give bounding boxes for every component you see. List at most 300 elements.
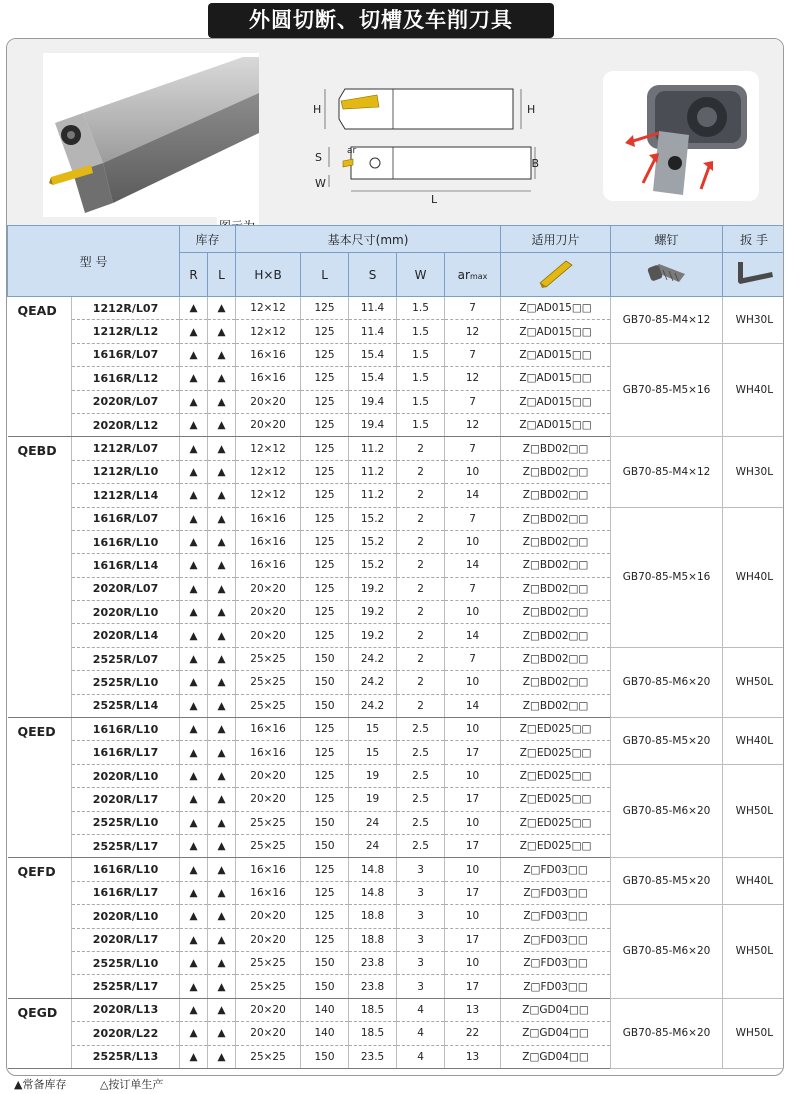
stock-r-cell: ▲: [180, 788, 208, 811]
insert-cell: Z□BD02□□: [501, 437, 611, 460]
header-row-1: [8, 226, 785, 253]
hxb-cell: 20×20: [236, 764, 301, 787]
ar-cell: 7: [445, 647, 501, 670]
model-cell: 2020R/L14: [72, 624, 180, 647]
hxb-cell: 16×16: [236, 367, 301, 390]
model-cell: 1616R/L17: [72, 881, 180, 904]
w-cell: 2: [397, 507, 445, 530]
hxb-cell: 20×20: [236, 624, 301, 647]
hxb-cell: 16×16: [236, 507, 301, 530]
series-name: QEFD: [8, 858, 72, 998]
insert-cell: Z□AD015□□: [501, 297, 611, 320]
hxb-cell: 25×25: [236, 951, 301, 974]
insert-cell: Z□ED025□□: [501, 788, 611, 811]
ar-cell: 10: [445, 601, 501, 624]
hxb-cell: 16×16: [236, 343, 301, 366]
model-cell: 2525R/L14: [72, 694, 180, 717]
stock-r-cell: ▲: [180, 811, 208, 834]
length-cell: 150: [301, 647, 349, 670]
hxb-cell: 16×16: [236, 741, 301, 764]
length-cell: 125: [301, 764, 349, 787]
ar-cell: 12: [445, 320, 501, 343]
stock-l-cell: ▲: [208, 577, 236, 600]
w-cell: 2.5: [397, 834, 445, 857]
s-cell: 23.8: [349, 975, 397, 998]
ar-cell: 17: [445, 741, 501, 764]
s-cell: 19: [349, 788, 397, 811]
s-cell: 19.2: [349, 624, 397, 647]
hxb-cell: 25×25: [236, 834, 301, 857]
s-cell: 19.2: [349, 577, 397, 600]
insert-cell: Z□GD04□□: [501, 1022, 611, 1045]
stock-l-cell: ▲: [208, 975, 236, 998]
insert-cell: Z□BD02□□: [501, 577, 611, 600]
stock-l-cell: ▲: [208, 601, 236, 624]
stock-l-cell: ▲: [208, 718, 236, 741]
header-model: 型 号: [8, 226, 180, 297]
insert-cell: Z□AD015□□: [501, 390, 611, 413]
hxb-cell: 12×12: [236, 484, 301, 507]
legend: [14, 1076, 193, 1092]
screw-cell: GB70-85-M4×12: [611, 437, 723, 507]
table-row: [8, 764, 785, 787]
table-row: [8, 858, 785, 881]
insert-cell: Z□FD03□□: [501, 951, 611, 974]
model-cell: 2525R/L07: [72, 647, 180, 670]
insert-cell: Z□FD03□□: [501, 905, 611, 928]
wrench-cell: WH50L: [723, 905, 784, 999]
wrench-cell: WH30L: [723, 437, 784, 507]
table-row: [8, 297, 785, 320]
model-cell: 2525R/L10: [72, 671, 180, 694]
wrench-cell: WH50L: [723, 998, 784, 1068]
label-l: L: [431, 193, 438, 206]
header-wrench: 扳 手: [723, 226, 784, 253]
label-b: B: [531, 157, 539, 170]
label-w: W: [315, 177, 326, 190]
length-cell: 125: [301, 460, 349, 483]
w-cell: 2.5: [397, 811, 445, 834]
insert-cell: Z□FD03□□: [501, 858, 611, 881]
stock-l-cell: ▲: [208, 694, 236, 717]
stock-l-cell: ▲: [208, 343, 236, 366]
stock-r-cell: ▲: [180, 577, 208, 600]
s-cell: 19.2: [349, 601, 397, 624]
length-cell: 150: [301, 694, 349, 717]
s-cell: 15.4: [349, 367, 397, 390]
s-cell: 18.5: [349, 998, 397, 1021]
stock-l-cell: ▲: [208, 413, 236, 436]
model-cell: 2525R/L10: [72, 951, 180, 974]
w-cell: 2: [397, 484, 445, 507]
length-cell: 150: [301, 951, 349, 974]
length-cell: 150: [301, 834, 349, 857]
ar-cell: 7: [445, 577, 501, 600]
length-cell: 150: [301, 975, 349, 998]
wrench-cell: WH50L: [723, 764, 784, 858]
wrench-cell: WH50L: [723, 647, 784, 717]
stock-l-cell: ▲: [208, 951, 236, 974]
stock-r-cell: ▲: [180, 1022, 208, 1045]
model-cell: 2525R/L13: [72, 1045, 180, 1068]
table-row: [8, 647, 785, 670]
model-cell: 2020R/L07: [72, 577, 180, 600]
stock-l-cell: ▲: [208, 507, 236, 530]
s-cell: 11.4: [349, 320, 397, 343]
header-insert-icon: [501, 253, 611, 297]
insert-cell: Z□BD02□□: [501, 554, 611, 577]
ar-cell: 13: [445, 1045, 501, 1068]
model-cell: 2525R/L10: [72, 811, 180, 834]
stock-r-cell: ▲: [180, 975, 208, 998]
ar-cell: 13: [445, 998, 501, 1021]
table-row: [8, 507, 785, 530]
w-cell: 2.5: [397, 718, 445, 741]
length-cell: 125: [301, 624, 349, 647]
stock-r-cell: ▲: [180, 1045, 208, 1068]
w-cell: 2: [397, 554, 445, 577]
s-cell: 15.4: [349, 343, 397, 366]
hxb-cell: 16×16: [236, 530, 301, 553]
stock-l-cell: ▲: [208, 460, 236, 483]
insert-cell: Z□GD04□□: [501, 998, 611, 1021]
hxb-cell: 12×12: [236, 320, 301, 343]
w-cell: 4: [397, 1022, 445, 1045]
stock-r-cell: ▲: [180, 437, 208, 460]
insert-cell: Z□AD015□□: [501, 320, 611, 343]
table-row: [8, 905, 785, 928]
w-cell: 2: [397, 530, 445, 553]
length-cell: 125: [301, 297, 349, 320]
header-ar: [445, 253, 501, 297]
model-cell: 1616R/L10: [72, 718, 180, 741]
dimension-diagram: [303, 79, 539, 207]
s-cell: 11.2: [349, 484, 397, 507]
w-cell: 2: [397, 647, 445, 670]
table-row: [8, 343, 785, 366]
insert-cell: Z□FD03□□: [501, 928, 611, 951]
s-cell: 23.8: [349, 951, 397, 974]
w-cell: 2: [397, 624, 445, 647]
header-screw: 螺钉: [611, 226, 723, 253]
hxb-cell: 20×20: [236, 390, 301, 413]
table-row: [8, 437, 785, 460]
length-cell: 150: [301, 1045, 349, 1068]
stock-l-cell: ▲: [208, 320, 236, 343]
length-cell: 125: [301, 601, 349, 624]
model-cell: 2020R/L10: [72, 601, 180, 624]
stock-r-cell: ▲: [180, 460, 208, 483]
length-cell: 125: [301, 905, 349, 928]
length-cell: 125: [301, 390, 349, 413]
header-dims: 基本尺寸(mm): [236, 226, 501, 253]
spec-table-body: [8, 297, 785, 1069]
w-cell: 2.5: [397, 741, 445, 764]
screw-cell: GB70-85-M6×20: [611, 764, 723, 858]
stock-r-cell: ▲: [180, 998, 208, 1021]
wrench-cell: WH40L: [723, 507, 784, 647]
hxb-cell: 20×20: [236, 601, 301, 624]
ar-cell: 14: [445, 694, 501, 717]
stock-r-cell: ▲: [180, 601, 208, 624]
ar-cell: 17: [445, 928, 501, 951]
header-insert: 适用刀片: [501, 226, 611, 253]
stock-l-cell: ▲: [208, 297, 236, 320]
header-s: S: [349, 253, 397, 297]
insert-cell: Z□ED025□□: [501, 741, 611, 764]
s-cell: 15: [349, 718, 397, 741]
ar-cell: 10: [445, 811, 501, 834]
ar-cell: 7: [445, 437, 501, 460]
stock-r-cell: ▲: [180, 647, 208, 670]
ar-cell: 12: [445, 367, 501, 390]
insert-cell: Z□FD03□□: [501, 975, 611, 998]
stock-l-cell: ▲: [208, 881, 236, 904]
length-cell: 125: [301, 507, 349, 530]
w-cell: 2: [397, 577, 445, 600]
hxb-cell: 25×25: [236, 1045, 301, 1068]
stock-r-cell: ▲: [180, 343, 208, 366]
stock-r-cell: ▲: [180, 694, 208, 717]
header-ar-main: ar: [457, 267, 470, 282]
header-stock: 库存: [180, 226, 236, 253]
series-name: QEGD: [8, 998, 72, 1068]
insert-icon: [536, 257, 576, 289]
insert-cell: Z□FD03□□: [501, 881, 611, 904]
screw-cell: GB70-85-M5×16: [611, 343, 723, 437]
ar-cell: 10: [445, 764, 501, 787]
tool-holder-photo: [43, 53, 259, 217]
ar-cell: 7: [445, 390, 501, 413]
s-cell: 11.2: [349, 437, 397, 460]
w-cell: 3: [397, 881, 445, 904]
table-row: [8, 998, 785, 1021]
model-cell: 2020R/L13: [72, 998, 180, 1021]
w-cell: 1.5: [397, 413, 445, 436]
model-cell: 2020R/L22: [72, 1022, 180, 1045]
insert-cell: Z□ED025□□: [501, 764, 611, 787]
series-name: QEBD: [8, 437, 72, 718]
length-cell: 125: [301, 320, 349, 343]
model-cell: 1212R/L12: [72, 320, 180, 343]
stock-r-cell: ▲: [180, 554, 208, 577]
stock-l-cell: ▲: [208, 905, 236, 928]
length-cell: 125: [301, 858, 349, 881]
label-ar: ar: [347, 146, 357, 156]
stock-r-cell: ▲: [180, 367, 208, 390]
header-screw-icon: [611, 253, 723, 297]
header-hxb: H×B: [236, 253, 301, 297]
model-cell: 1616R/L17: [72, 741, 180, 764]
stock-l-cell: ▲: [208, 741, 236, 764]
insert-cell: Z□BD02□□: [501, 671, 611, 694]
screw-cell: GB70-85-M5×20: [611, 858, 723, 905]
s-cell: 11.4: [349, 297, 397, 320]
stock-r-cell: ▲: [180, 951, 208, 974]
insert-cell: Z□BD02□□: [501, 484, 611, 507]
s-cell: 23.5: [349, 1045, 397, 1068]
s-cell: 15.2: [349, 554, 397, 577]
stock-r-cell: ▲: [180, 764, 208, 787]
ar-cell: 17: [445, 834, 501, 857]
stock-l-cell: ▲: [208, 1022, 236, 1045]
hxb-cell: 20×20: [236, 905, 301, 928]
insert-cell: Z□BD02□□: [501, 647, 611, 670]
stock-l-cell: ▲: [208, 437, 236, 460]
insert-cell: Z□ED025□□: [501, 718, 611, 741]
length-cell: 125: [301, 367, 349, 390]
clamping-drawing: [603, 71, 759, 201]
insert-cell: Z□AD015□□: [501, 413, 611, 436]
ar-cell: 14: [445, 624, 501, 647]
model-cell: 1616R/L07: [72, 507, 180, 530]
length-cell: 125: [301, 788, 349, 811]
model-cell: 1616R/L10: [72, 530, 180, 553]
length-cell: 125: [301, 484, 349, 507]
s-cell: 15.2: [349, 507, 397, 530]
insert-cell: Z□AD015□□: [501, 367, 611, 390]
hxb-cell: 20×20: [236, 577, 301, 600]
hxb-cell: 16×16: [236, 554, 301, 577]
label-s: S: [315, 151, 322, 164]
w-cell: 4: [397, 998, 445, 1021]
stock-r-cell: ▲: [180, 718, 208, 741]
s-cell: 14.8: [349, 858, 397, 881]
ar-cell: 10: [445, 530, 501, 553]
stock-l-cell: ▲: [208, 530, 236, 553]
ar-cell: 10: [445, 718, 501, 741]
model-cell: 1616R/L10: [72, 858, 180, 881]
hxb-cell: 20×20: [236, 413, 301, 436]
stock-r-cell: ▲: [180, 297, 208, 320]
stock-l-cell: ▲: [208, 484, 236, 507]
spec-table: [7, 225, 784, 1069]
insert-cell: Z□BD02□□: [501, 530, 611, 553]
ar-cell: 7: [445, 297, 501, 320]
stock-r-cell: ▲: [180, 834, 208, 857]
hxb-cell: 25×25: [236, 671, 301, 694]
w-cell: 1.5: [397, 343, 445, 366]
stock-r-cell: ▲: [180, 507, 208, 530]
hxb-cell: 12×12: [236, 460, 301, 483]
label-h-right: H: [527, 103, 536, 116]
ar-cell: 17: [445, 975, 501, 998]
stock-r-cell: ▲: [180, 530, 208, 553]
hxb-cell: 12×12: [236, 297, 301, 320]
stock-l-cell: ▲: [208, 554, 236, 577]
w-cell: 3: [397, 858, 445, 881]
s-cell: 24.2: [349, 671, 397, 694]
hxb-cell: 16×16: [236, 858, 301, 881]
stock-l-cell: ▲: [208, 764, 236, 787]
stock-l-cell: ▲: [208, 858, 236, 881]
s-cell: 18.8: [349, 905, 397, 928]
length-cell: 125: [301, 718, 349, 741]
model-cell: 2020R/L10: [72, 764, 180, 787]
clamping-photo: [603, 71, 759, 201]
legend-order: △按订单生产: [99, 1078, 164, 1091]
stock-r-cell: ▲: [180, 881, 208, 904]
stock-r-cell: ▲: [180, 928, 208, 951]
hxb-cell: 25×25: [236, 647, 301, 670]
length-cell: 125: [301, 554, 349, 577]
model-cell: 1212R/L07: [72, 437, 180, 460]
model-cell: 1616R/L12: [72, 367, 180, 390]
screw-cell: GB70-85-M5×20: [611, 718, 723, 765]
wrench-cell: WH40L: [723, 343, 784, 437]
w-cell: 3: [397, 905, 445, 928]
stock-l-cell: ▲: [208, 928, 236, 951]
wrench-cell: WH40L: [723, 718, 784, 765]
length-cell: 125: [301, 741, 349, 764]
hxb-cell: 12×12: [236, 437, 301, 460]
length-cell: 125: [301, 413, 349, 436]
length-cell: 125: [301, 530, 349, 553]
legend-stock: ▲常备库存: [14, 1078, 67, 1091]
model-cell: 2020R/L07: [72, 390, 180, 413]
ar-cell: 17: [445, 881, 501, 904]
tool-holder-drawing: [43, 53, 259, 217]
insert-cell: Z□BD02□□: [501, 601, 611, 624]
model-cell: 2525R/L17: [72, 975, 180, 998]
length-cell: 125: [301, 437, 349, 460]
length-cell: 140: [301, 998, 349, 1021]
catalog-frame: [6, 38, 784, 1076]
w-cell: 3: [397, 928, 445, 951]
stock-l-cell: ▲: [208, 788, 236, 811]
screw-cell: GB70-85-M5×16: [611, 507, 723, 647]
ar-cell: 10: [445, 671, 501, 694]
ar-cell: 17: [445, 788, 501, 811]
s-cell: 18.5: [349, 1022, 397, 1045]
screw-cell: GB70-85-M4×12: [611, 297, 723, 344]
stock-r-cell: ▲: [180, 671, 208, 694]
stock-l-cell: ▲: [208, 834, 236, 857]
w-cell: 2: [397, 601, 445, 624]
header-l: L: [301, 253, 349, 297]
s-cell: 19.4: [349, 390, 397, 413]
length-cell: 150: [301, 811, 349, 834]
insert-cell: Z□GD04□□: [501, 1045, 611, 1068]
series-name: QEAD: [8, 297, 72, 437]
length-cell: 150: [301, 671, 349, 694]
model-cell: 1212R/L10: [72, 460, 180, 483]
hxb-cell: 16×16: [236, 881, 301, 904]
stock-r-cell: ▲: [180, 905, 208, 928]
model-cell: 1212R/L07: [72, 297, 180, 320]
table-row: [8, 718, 785, 741]
header-stock-r: R: [180, 253, 208, 297]
hxb-cell: 20×20: [236, 1022, 301, 1045]
ar-cell: 14: [445, 484, 501, 507]
stock-r-cell: ▲: [180, 624, 208, 647]
hxb-cell: 20×20: [236, 998, 301, 1021]
ar-cell: 10: [445, 905, 501, 928]
model-cell: 2020R/L10: [72, 905, 180, 928]
series-name: QEED: [8, 718, 72, 858]
model-cell: 2020R/L17: [72, 928, 180, 951]
stock-r-cell: ▲: [180, 413, 208, 436]
stock-l-cell: ▲: [208, 390, 236, 413]
screw-icon: [645, 258, 689, 288]
s-cell: 14.8: [349, 881, 397, 904]
s-cell: 18.8: [349, 928, 397, 951]
wrench-cell: WH40L: [723, 858, 784, 905]
hxb-cell: 25×25: [236, 694, 301, 717]
ar-cell: 12: [445, 413, 501, 436]
model-cell: 1616R/L14: [72, 554, 180, 577]
insert-cell: Z□BD02□□: [501, 507, 611, 530]
